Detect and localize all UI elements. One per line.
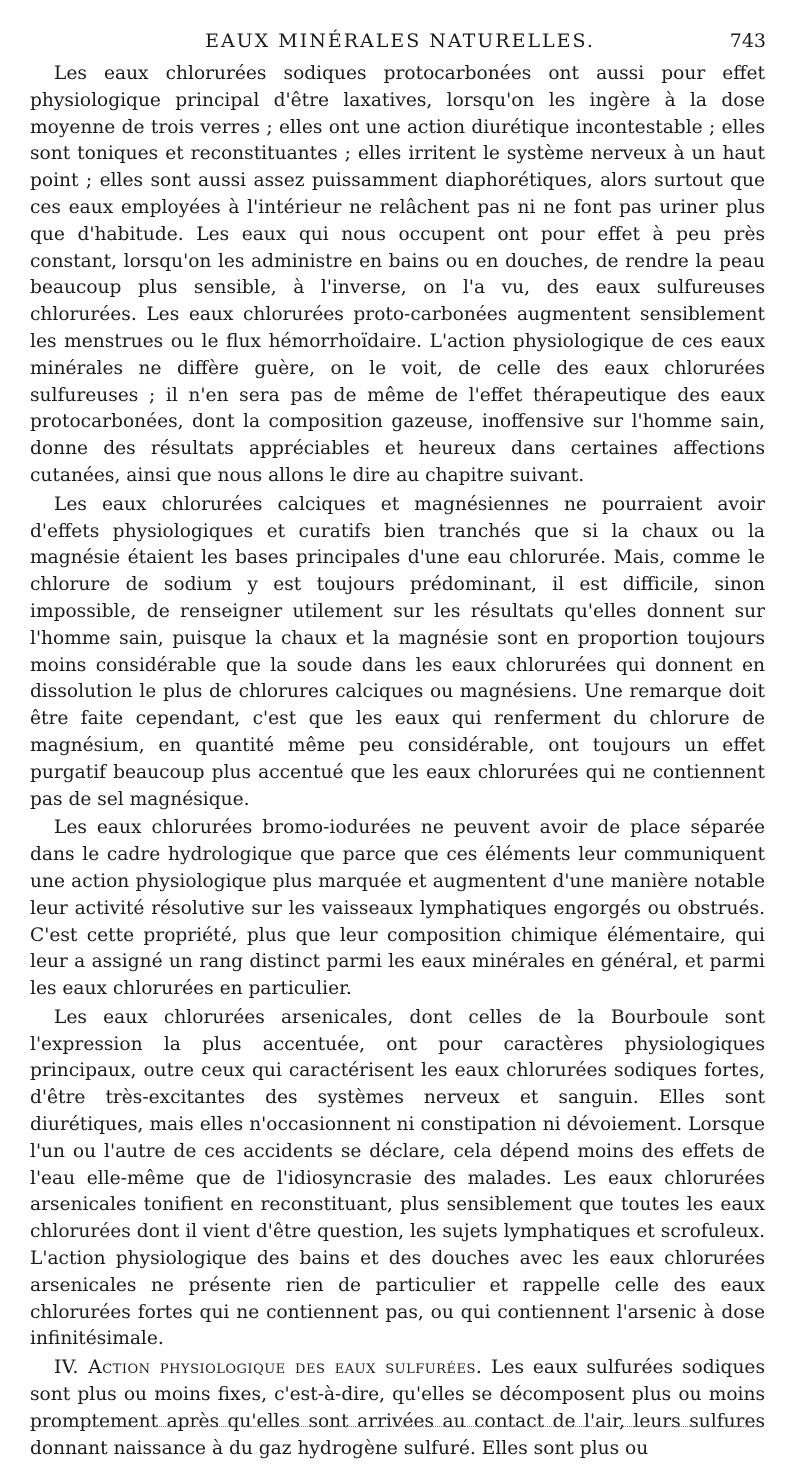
running-title: EAUX MINÉRALES NATURELLES. [205, 30, 595, 52]
page-number: 743 [729, 30, 766, 52]
section-heading: IV. Action physiologique des eaux sulfurées. [54, 1357, 483, 1379]
section-iv-text: Les eaux sulfurées sodiques sont plus ou moins fixes, c'est-à-dire, qu'elles se décomposent plus ou moins promptement après qu'elles sont arrivées au contact de l'air, leurs sulfures donnant naissance à du gaz hydrogène sulfuré. Elles sont plus ou [30, 1357, 765, 1459]
paragraph-chlorurees-calciques-magnesiennes: Les eaux chlorurées calciques et magnésiennes ne pourraient avoir d'effets physiologiques et curatifs bien tranchés que si la chaux ou la magnésie étaient les bases principales d'une eau chlorurée. Mais, comme le chlorure de sodium y est toujours prédominant, il est difficile, sinon impossible, de renseigner utilement sur les résultats qu'elles donnent sur l'homme sain, puisque la chaux et la magnésie sont en proportion toujours moins considérable que la soude dans les eaux chlorurées qui donnent en dissolution le plus de chlorures calciques ou magnésiens. Une remarque doit être faite cependant, c'est que les eaux qui renferment du chlorure de magnésium, en quantité même peu considérable, ont toujours un effet purgatif beaucoup plus accentué que les eaux chlorurées qui ne contiennent pas de sel magnésique. [30, 493, 765, 810]
paragraph-chlorurees-bromo-iodurees: Les eaux chlorurées bromo-iodurées ne peuvent avoir de place séparée dans le cadre hydrologique que parce que ces éléments leur communiquent une action physiologique plus marquée et augmentent d'une manière notable leur activité résolutive sur les vaisseaux lymphatiques engorgés ou obstrués. C'est cette propriété, plus que leur composition chimique élémentaire, qui leur a assigné un rang distinct parmi les eaux minérales en général, et parmi les eaux chlorurées en particulier. [30, 817, 765, 1000]
paragraph-chlorurees-arsenicales: Les eaux chlorurées arsenicales, dont celles de la Bourboule sont l'expression la plus accentuée, ont pour caractères physiologiques principaux, outre ceux qui caractérisent les eaux chlorurées sodiques fortes, d'être très-excitantes des systèmes nerveux et sanguin. Elles sont diurétiques, mais elles n'occasionnent ni constipation ni dévoiement. Lorsque l'un ou l'autre de ces accidents se déclare, cela dépend moins des effets de l'eau elle-même que de l'idiosyncrasie des malades. Les eaux chlorurées arsenicales tonifient en reconstituant, plus sensiblement que toutes les eaux chlorurées dont il vient d'être question, les sujets lymphatiques et scrofuleux. L'action physiologique des bains et des douches avec les eaux chlorurées arsenicales ne présente rien de particulier et rappelle celle des eaux chlorurées fortes qui ne contiennent pas, ou qui contiennent l'arsenic à dose infinitésimale. [30, 1006, 765, 1350]
body-text [30, 61, 765, 1464]
page-header [30, 30, 770, 60]
footer-dotted-rule [30, 1426, 760, 1427]
paragraph-chlorurees-sodiques-protocarbonees: Les eaux chlorurées sodiques protocarbonées ont aussi pour effet physiologique principal d'être laxatives, lorsqu'on les ingère à la dose moyenne de trois verres ; elles ont une action diurétique incontestable ; elles sont toniques et reconstituantes ; elles irritent le système nerveux à un haut point ; elles sont aussi assez puissamment diaphorétiques, alors surtout que ces eaux employées à l'intérieur ne relâchent pas ni ne font pas uriner plus que d'habitude. Les eaux qui nous occupent ont pour effet à peu près constant, lorsqu'on les administre en bains ou en douches, de rendre la peau beaucoup plus sensible, à l'inverse, on l'a vu, des eaux sulfureuses chlorurées. Les eaux chlorurées proto-carbonées augmentent sensiblement les menstrues ou le flux hémorrhoïdaire. L'action physiologique de ces eaux minérales ne diffère guère, on le voit, de celle des eaux chlorurées sulfureuses ; il n'en sera pas de même de l'effet thérapeutique des eaux protocarbonées, dont la composition gazeuse, inoffensive sur l'homme sain, donne des résultats appréciables et heureux dans certaines affections cutanées, ainsi que nous allons le dire au chapitre suivant. [30, 63, 765, 486]
paragraph-section-iv [30, 1355, 765, 1462]
